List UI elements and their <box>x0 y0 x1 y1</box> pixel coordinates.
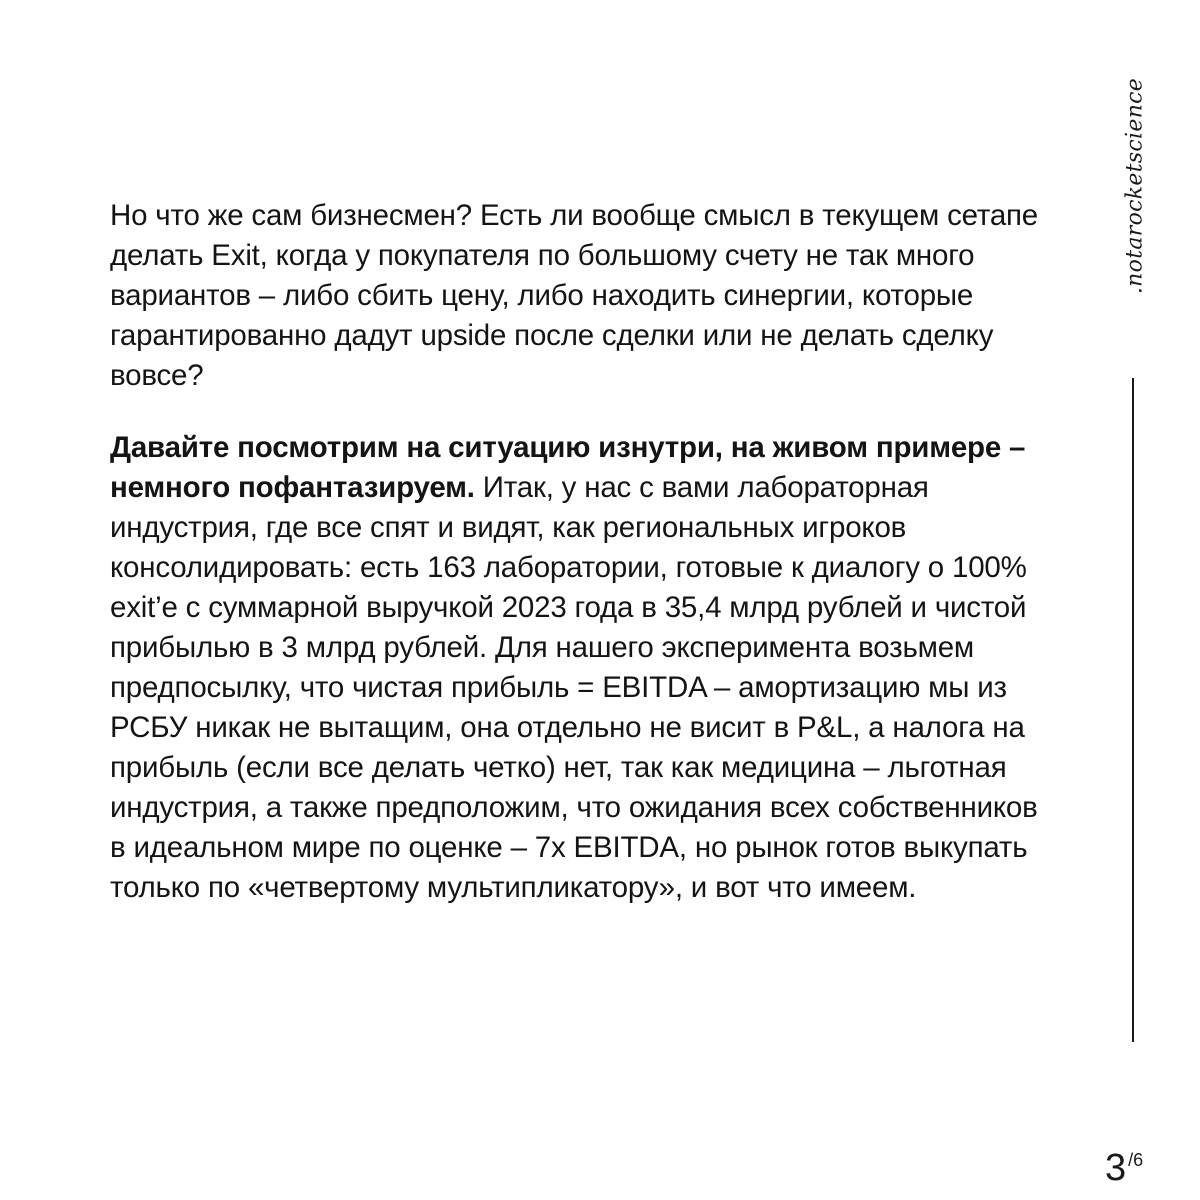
paragraph-example <box>110 428 1060 908</box>
page-total: /6 <box>1128 1150 1144 1170</box>
paragraph-intro <box>110 196 1060 396</box>
paragraph-example-text: Итак, у нас с вами лабораторная индустрия, где все спят и видят, как региональных игроков консолидировать: есть 163 лаборатории, готовые к диалогу о 100% exit’е с суммарной выручкой 2023 года в 35,4 млрд рублей и чистой прибылью в 3 млрд рублей. Для нашего эксперимента возьмем предпосылку, что чистая прибыль = EBITDA – амортизацию мы из РСБУ никак не вытащим, она отдельно не висит в P&L, а налога на прибыль (если все делать четко) нет, так как медицина – льготная индустрия, а также предположим, что ожидания всех собственников в идеальном мире по оценке – 7х EBITDA, но рынок готов выкупать только по «четвертому мультипликатору», и вот что имеем. <box>110 471 1038 904</box>
paragraph-intro-text: Но что же сам бизнесмен? Есть ли вообще смысл в текущем сетапе делать Exit, когда у покупателя по большому счету не так много вариантов – либо сбить цену, либо находить синергии, которые гарантированно дадут upside после сделки или не делать сделку вовсе? <box>110 199 1039 392</box>
page-current: 3 <box>1105 1147 1127 1189</box>
article-body <box>110 196 1060 940</box>
brand-signature: .notarocketscience <box>1122 77 1148 295</box>
page-indicator <box>1105 1148 1143 1188</box>
vertical-divider <box>1132 378 1134 1042</box>
paragraph-example-lead: Давайте посмотрим на ситуацию изнутри, на живом примере – немного пофантазируем. <box>110 431 1026 504</box>
